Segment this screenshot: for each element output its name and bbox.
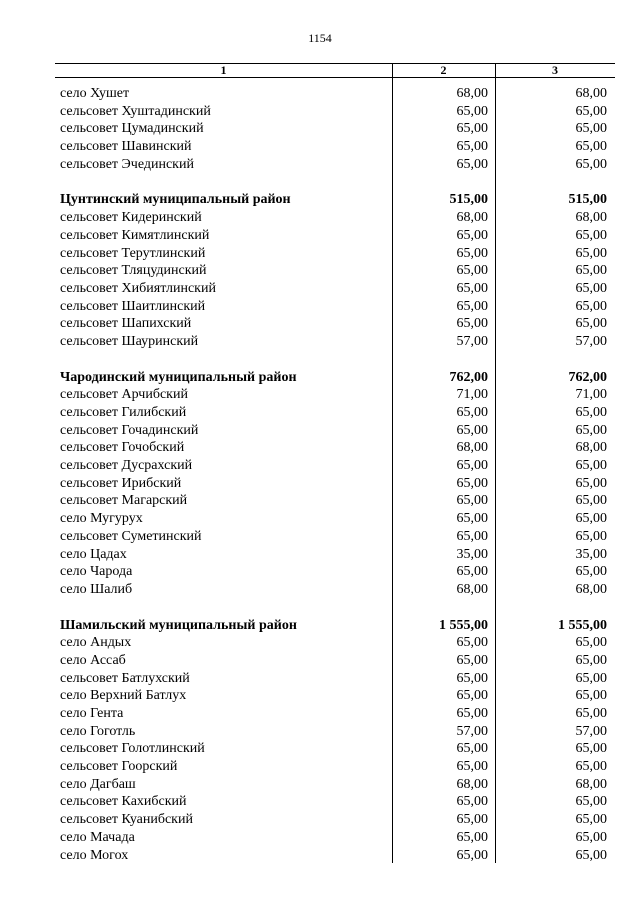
row-name: сельсовет Шапихский xyxy=(60,316,192,332)
row-name: село Гоготль xyxy=(60,723,136,739)
table-row xyxy=(55,103,615,121)
row-value-3: 65,00 xyxy=(575,103,607,119)
row-name: село Верхний Батлух xyxy=(60,688,187,704)
table-row xyxy=(55,227,615,245)
row-value-2: 65,00 xyxy=(456,316,488,332)
row-value-3: 65,00 xyxy=(575,511,607,527)
row-value-3: 68,00 xyxy=(575,776,607,792)
row-value-3: 71,00 xyxy=(575,387,607,403)
row-value-2: 65,00 xyxy=(456,493,488,509)
row-value-3: 65,00 xyxy=(575,405,607,420)
table-row xyxy=(55,723,615,741)
row-value-2: 57,00 xyxy=(456,723,488,739)
table-row xyxy=(55,439,615,457)
table-row xyxy=(55,687,615,705)
district-total-row xyxy=(55,191,615,209)
table-row xyxy=(55,652,615,670)
table-row xyxy=(55,740,615,758)
row-name: сельсовет Суметинский xyxy=(60,528,202,544)
row-value-2: 65,00 xyxy=(456,121,488,137)
section-spacer xyxy=(55,173,615,191)
row-value-2: 65,00 xyxy=(456,511,488,527)
table-row xyxy=(55,422,615,440)
table-row xyxy=(55,776,615,794)
row-name: сельсовет Кидеринский xyxy=(60,210,202,226)
table-row xyxy=(55,510,615,528)
row-value-2: 65,00 xyxy=(456,156,488,172)
row-value-2: 1 555,00 xyxy=(439,617,488,633)
table-row xyxy=(55,705,615,723)
row-value-2: 65,00 xyxy=(456,475,488,491)
row-value-2: 65,00 xyxy=(456,298,488,314)
row-value-3: 35,00 xyxy=(575,546,607,562)
row-name: Цунтинский муниципальный район xyxy=(60,192,291,208)
row-value-2: 65,00 xyxy=(456,759,488,775)
row-value-3: 65,00 xyxy=(575,227,607,243)
district-total-row xyxy=(55,617,615,635)
row-name: сельсовет Тляцудинский xyxy=(60,263,207,279)
table-row xyxy=(55,386,615,404)
row-value-3: 65,00 xyxy=(575,794,607,810)
table-row xyxy=(55,475,615,493)
row-name: сельсовет Гоорский xyxy=(60,759,178,775)
row-value-3: 65,00 xyxy=(575,493,607,509)
row-value-2: 515,00 xyxy=(449,192,488,208)
row-name: сельсовет Хуштадинский xyxy=(60,103,211,119)
row-name: Чародинский муниципальный район xyxy=(60,369,297,385)
row-value-3: 57,00 xyxy=(575,723,607,739)
row-name: сельсовет Терутлинский xyxy=(60,245,206,261)
row-value-2: 65,00 xyxy=(456,528,488,544)
row-name: село Мачада xyxy=(60,829,135,845)
row-name: сельсовет Шаитлинский xyxy=(60,298,206,314)
table-row xyxy=(55,156,615,174)
row-value-3: 57,00 xyxy=(575,333,607,349)
row-value-2: 65,00 xyxy=(456,245,488,261)
row-name: сельсовет Голотлинский xyxy=(60,741,205,757)
row-name: сельсовет Хибиятлинский xyxy=(60,280,216,296)
table-row xyxy=(55,457,615,475)
row-value-2: 68,00 xyxy=(456,440,488,456)
district-total-row xyxy=(55,369,615,387)
row-name: сельсовет Гочадинский xyxy=(60,422,199,438)
row-value-3: 515,00 xyxy=(568,192,607,208)
row-value-2: 65,00 xyxy=(456,139,488,155)
table-row xyxy=(55,298,615,316)
row-value-3: 65,00 xyxy=(575,812,607,828)
row-value-2: 65,00 xyxy=(456,635,488,651)
section-spacer xyxy=(55,351,615,369)
row-value-2: 68,00 xyxy=(456,581,488,597)
table-row xyxy=(55,85,615,103)
row-name: село Могох xyxy=(60,847,129,863)
row-value-3: 65,00 xyxy=(575,298,607,314)
row-name: Шамильский муниципальный район xyxy=(60,617,297,633)
row-value-3: 65,00 xyxy=(575,475,607,491)
row-value-2: 65,00 xyxy=(456,422,488,438)
table-row xyxy=(55,581,615,599)
row-name: село Андых xyxy=(60,635,132,651)
row-name: сельсовет Эчединский xyxy=(60,156,194,172)
row-value-2: 65,00 xyxy=(456,564,488,580)
row-value-2: 65,00 xyxy=(456,847,488,863)
row-name: сельсовет Кимятлинский xyxy=(60,227,210,243)
table-row xyxy=(55,793,615,811)
row-value-3: 65,00 xyxy=(575,280,607,296)
row-name: село Гента xyxy=(60,706,124,721)
row-name: сельсовет Батлухский xyxy=(60,670,190,686)
row-value-3: 65,00 xyxy=(575,688,607,704)
row-value-3: 65,00 xyxy=(575,121,607,137)
table-row xyxy=(55,262,615,280)
row-value-2: 65,00 xyxy=(456,103,488,119)
row-value-2: 57,00 xyxy=(456,333,488,349)
row-name: сельсовет Дусрахский xyxy=(60,458,193,474)
table-row xyxy=(55,758,615,776)
row-value-3: 68,00 xyxy=(575,440,607,456)
row-value-2: 65,00 xyxy=(456,829,488,845)
row-name: сельсовет Гочобский xyxy=(60,440,185,456)
row-value-2: 71,00 xyxy=(456,387,488,403)
row-name: село Чарода xyxy=(60,564,133,580)
row-name: сельсовет Ирибский xyxy=(60,475,182,491)
row-name: село Шалиб xyxy=(60,581,133,597)
row-name: село Ассаб xyxy=(60,652,126,668)
row-value-3: 65,00 xyxy=(575,316,607,332)
row-value-3: 1 555,00 xyxy=(558,617,607,633)
table-header xyxy=(55,63,615,78)
row-value-3: 65,00 xyxy=(575,741,607,757)
row-name: сельсовет Шавинский xyxy=(60,139,192,155)
row-name: сельсовет Арчибский xyxy=(60,387,188,403)
column-divider xyxy=(495,63,496,863)
page-number: 1154 xyxy=(308,31,332,45)
table-row xyxy=(55,333,615,351)
table-row xyxy=(55,528,615,546)
table-row xyxy=(55,492,615,510)
table-row xyxy=(55,404,615,422)
row-value-3: 65,00 xyxy=(575,847,607,863)
row-name: село Цадах xyxy=(60,546,127,562)
row-value-3: 65,00 xyxy=(575,652,607,668)
row-name: сельсовет Шауринский xyxy=(60,333,199,349)
row-value-2: 65,00 xyxy=(456,812,488,828)
row-value-3: 65,00 xyxy=(575,422,607,438)
row-value-3: 68,00 xyxy=(575,210,607,226)
row-value-2: 35,00 xyxy=(456,546,488,562)
row-value-3: 68,00 xyxy=(575,86,607,101)
column-header-2: 2 xyxy=(440,63,447,77)
row-value-3: 65,00 xyxy=(575,670,607,686)
table-row xyxy=(55,315,615,333)
column-header-1: 1 xyxy=(220,63,227,77)
row-value-2: 65,00 xyxy=(456,688,488,704)
row-value-2: 65,00 xyxy=(456,280,488,296)
table-row xyxy=(55,120,615,138)
section-spacer xyxy=(55,599,615,617)
row-name: сельсовет Кахибский xyxy=(60,794,187,810)
table-row xyxy=(55,245,615,263)
table-row xyxy=(55,847,615,865)
row-value-2: 65,00 xyxy=(456,227,488,243)
row-value-2: 68,00 xyxy=(456,86,488,101)
table-row xyxy=(55,811,615,829)
row-value-2: 65,00 xyxy=(456,405,488,420)
table-row xyxy=(55,634,615,652)
row-value-2: 65,00 xyxy=(456,652,488,668)
table-row xyxy=(55,209,615,227)
row-value-2: 65,00 xyxy=(456,670,488,686)
row-value-2: 68,00 xyxy=(456,776,488,792)
row-value-3: 65,00 xyxy=(575,263,607,279)
row-name: сельсовет Магарский xyxy=(60,493,188,509)
row-value-3: 762,00 xyxy=(568,369,607,385)
row-value-2: 65,00 xyxy=(456,263,488,279)
row-name: село Дагбаш xyxy=(60,776,136,792)
row-value-2: 65,00 xyxy=(456,706,488,721)
column-divider xyxy=(392,63,393,863)
row-value-3: 65,00 xyxy=(575,245,607,261)
budget-table xyxy=(55,63,615,864)
row-value-2: 65,00 xyxy=(456,794,488,810)
row-value-3: 68,00 xyxy=(575,581,607,597)
table-row xyxy=(55,546,615,564)
row-value-2: 762,00 xyxy=(449,369,488,385)
column-header-3: 3 xyxy=(552,63,558,77)
row-name: сельсовет Цумадинский xyxy=(60,121,204,137)
row-value-2: 65,00 xyxy=(456,458,488,474)
row-value-2: 68,00 xyxy=(456,210,488,226)
table-row xyxy=(55,280,615,298)
row-name: село Мугурух xyxy=(60,511,143,527)
row-value-3: 65,00 xyxy=(575,635,607,651)
row-value-2: 65,00 xyxy=(456,741,488,757)
row-name: село Хушет xyxy=(60,86,130,101)
table-row xyxy=(55,138,615,156)
table-row xyxy=(55,829,615,847)
row-value-3: 65,00 xyxy=(575,528,607,544)
row-value-3: 65,00 xyxy=(575,458,607,474)
row-name: сельсовет Гилибский xyxy=(60,405,187,420)
row-value-3: 65,00 xyxy=(575,564,607,580)
row-value-3: 65,00 xyxy=(575,139,607,155)
row-value-3: 65,00 xyxy=(575,156,607,172)
row-value-3: 65,00 xyxy=(575,706,607,721)
row-name: сельсовет Куанибский xyxy=(60,812,193,828)
table-row xyxy=(55,563,615,581)
table-row xyxy=(55,670,615,688)
row-value-3: 65,00 xyxy=(575,759,607,775)
table-body xyxy=(55,78,615,864)
row-value-3: 65,00 xyxy=(575,829,607,845)
